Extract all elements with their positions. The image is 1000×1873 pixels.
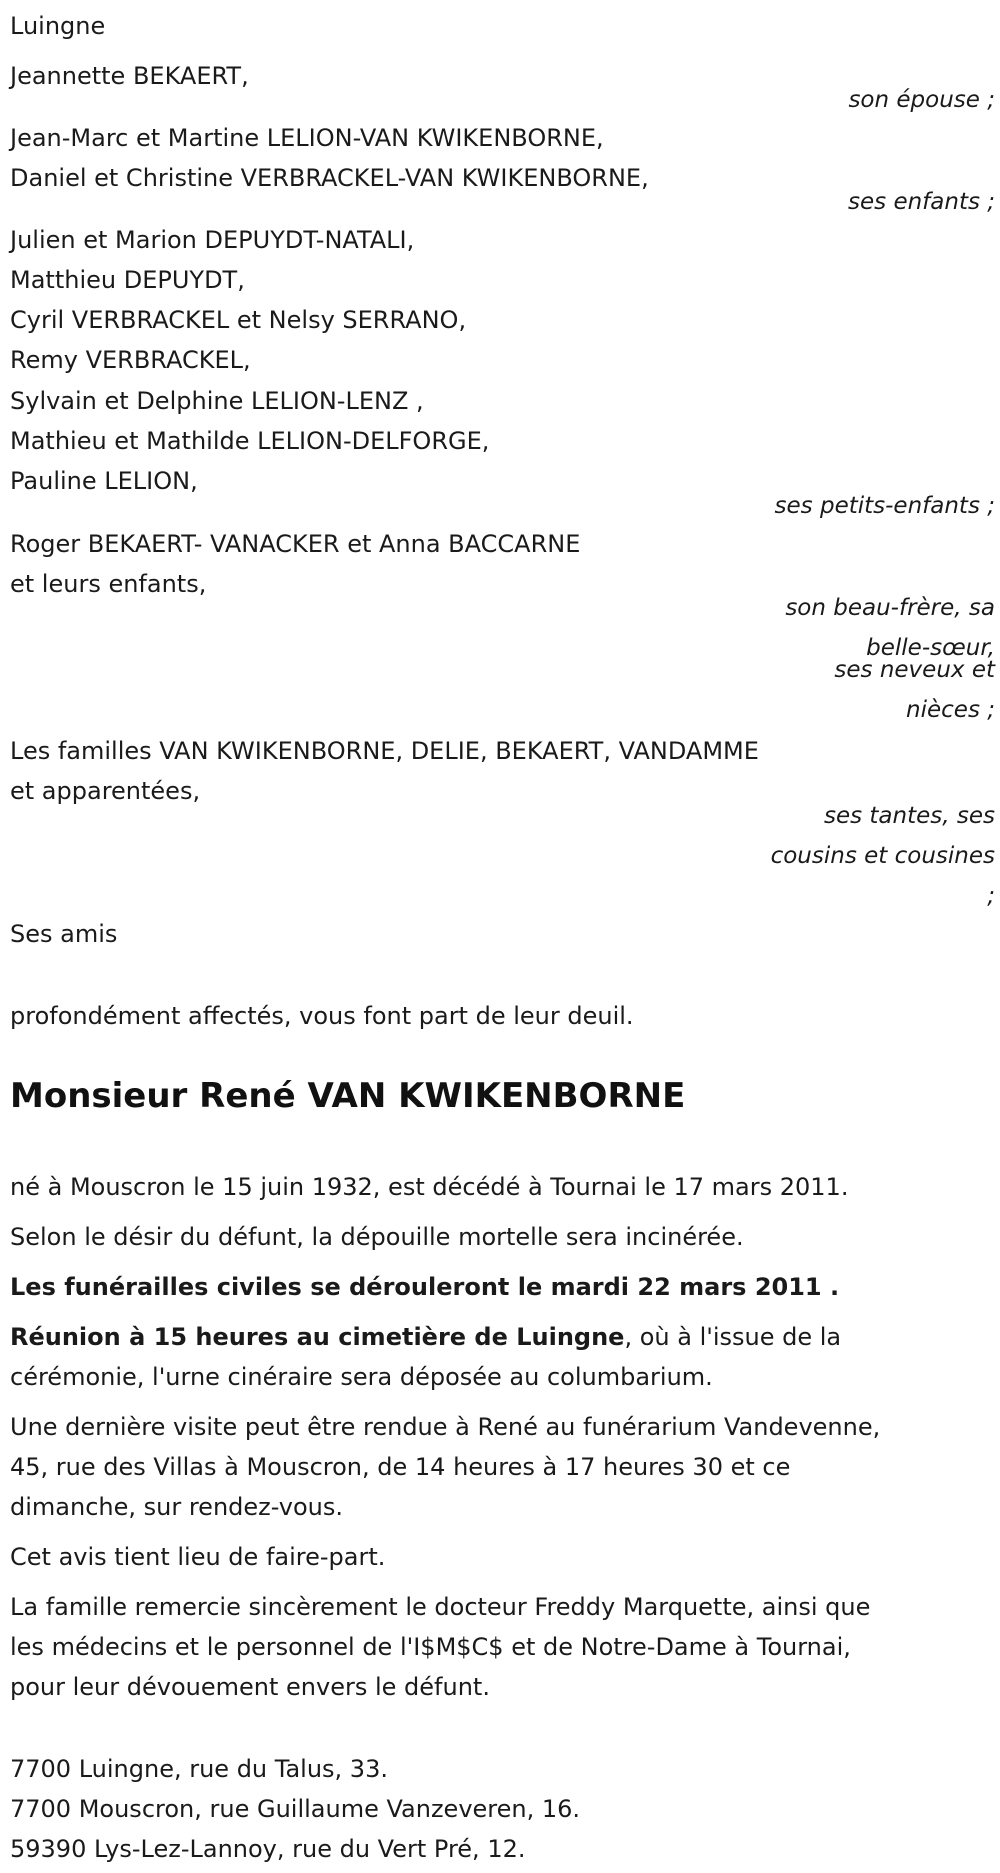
meeting-bold: Réunion à 15 heures au cimetière de Luingne — [10, 1323, 625, 1351]
thanks-line: pour leur dévouement envers le défunt. — [10, 1673, 490, 1701]
family-name-line: Pauline LELION, — [10, 467, 198, 495]
thanks-line: La famille remercie sincèrement le docteur Freddy Marquette, ainsi que — [10, 1593, 871, 1621]
meeting-rest: , où à l'issue de la — [624, 1323, 842, 1351]
location: Luingne — [10, 12, 106, 40]
family-name-line: Les familles VAN KWIKENBORNE, DELIE, BEKAERT, VANDAMME — [10, 737, 759, 765]
meeting-line-2: cérémonie, l'urne cinéraire sera déposée au columbarium. — [10, 1363, 713, 1391]
relation-label: nièces ; — [906, 697, 995, 723]
relation-label: ses neveux et — [834, 657, 995, 683]
funeral-line: Les funérailles civiles se dérouleront le mardi 22 mars 2011 . — [10, 1273, 840, 1301]
visit-line: 45, rue des Villas à Mouscron, de 14 heures à 17 heures 30 et ce — [10, 1453, 791, 1481]
relation-label: cousins et cousines — [770, 843, 995, 869]
address-line: 7700 Luingne, rue du Talus, 33. — [10, 1755, 388, 1783]
cremation-line: Selon le désir du défunt, la dépouille mortelle sera incinérée. — [10, 1223, 744, 1251]
family-name-line: Cyril VERBRACKEL et Nelsy SERRANO, — [10, 306, 467, 334]
relation-label: ses tantes, ses — [823, 803, 995, 829]
family-name-line: Mathieu et Mathilde LELION-DELFORGE, — [10, 427, 490, 455]
family-name-line: et apparentées, — [10, 777, 201, 805]
meeting-line — [10, 1317, 841, 1357]
relation-label: ses enfants ; — [848, 189, 995, 215]
family-name-line: Sylvain et Delphine LELION-LENZ , — [10, 387, 424, 415]
birth-death-line: né à Mouscron le 15 juin 1932, est décédé à Tournai le 17 mars 2011. — [10, 1173, 849, 1201]
relation-label: son épouse ; — [848, 87, 995, 113]
thanks-line: les médecins et le personnel de l'I$M$C$ et de Notre-Dame à Tournai, — [10, 1633, 851, 1661]
family-name-line: Julien et Marion DEPUYDT-NATALI, — [10, 226, 415, 254]
notice-line: Cet avis tient lieu de faire-part. — [10, 1543, 386, 1571]
visit-line: Une dernière visite peut être rendue à René au funérarium Vandevenne, — [10, 1413, 881, 1441]
family-name-line: Roger BEKAERT- VANACKER et Anna BACCARNE — [10, 530, 581, 558]
relation-label: ses petits-enfants ; — [774, 493, 995, 519]
deceased-name-heading: Monsieur René VAN KWIKENBORNE — [10, 1076, 686, 1116]
relation-label: son beau-frère, sa — [785, 595, 995, 621]
address-line: 7700 Mouscron, rue Guillaume Vanzeveren, 16. — [10, 1795, 581, 1823]
relation-label: ; — [987, 883, 995, 909]
address-line: 59390 Lys-Lez-Lannoy, rue du Vert Pré, 12. — [10, 1835, 526, 1863]
relation-label: belle-sœur, — [866, 635, 995, 661]
family-name-line: Jean-Marc et Martine LELION-VAN KWIKENBORNE, — [10, 124, 604, 152]
family-name-line: Remy VERBRACKEL, — [10, 346, 251, 374]
announcement-line: profondément affectés, vous font part de leur deuil. — [10, 1002, 634, 1030]
family-name-line: Daniel et Christine VERBRACKEL-VAN KWIKENBORNE, — [10, 164, 649, 192]
family-name-line: Matthieu DEPUYDT, — [10, 266, 245, 294]
visit-line: dimanche, sur rendez-vous. — [10, 1493, 343, 1521]
friends-line: Ses amis — [10, 920, 118, 948]
family-name-line: Jeannette BEKAERT, — [10, 62, 249, 90]
family-name-line: et leurs enfants, — [10, 570, 207, 598]
